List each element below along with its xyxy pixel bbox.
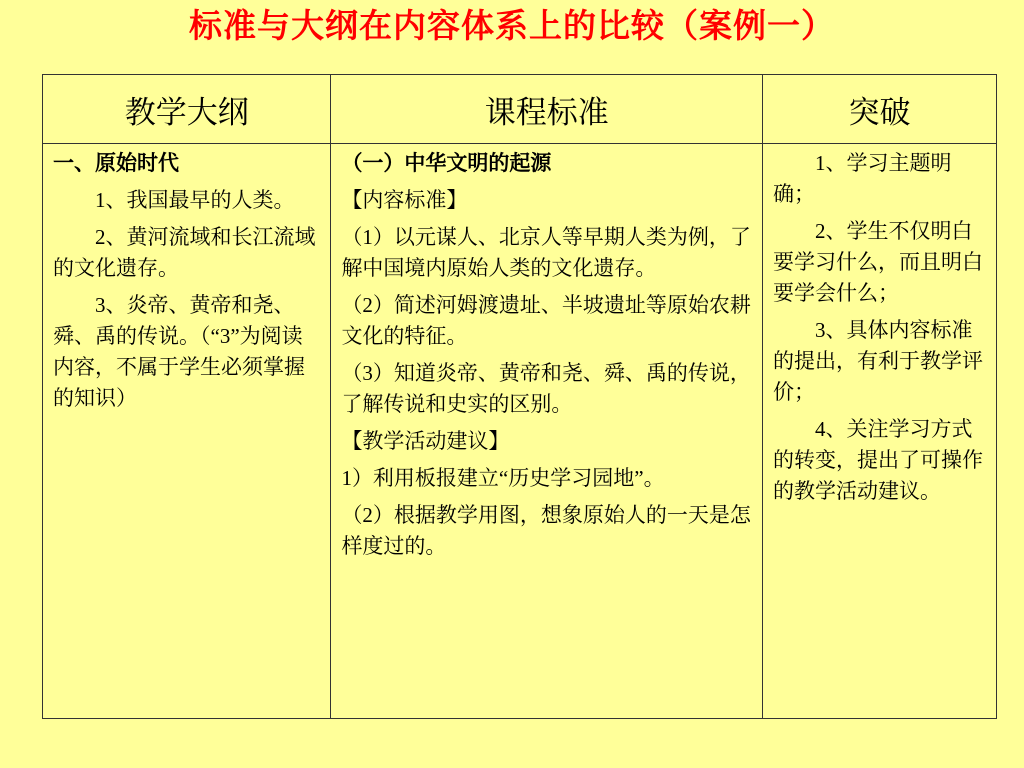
breakthrough-item: 1、学习主题明确；	[773, 151, 952, 206]
content-standard-item: （1）以元谋人、北京人等早期人类为例，了解中国境内原始人类的文化遗存。	[341, 225, 751, 280]
syllabus-cell	[43, 144, 331, 719]
syllabus-item: 3、炎帝、黄帝和尧、舜、禹的传说。（“3”为阅读内容，不属于学生必须掌握的知识）	[53, 293, 305, 410]
syllabus-item: 2、黄河流域和长江流域的文化遗存。	[53, 225, 316, 280]
breakthrough-cell	[763, 144, 997, 719]
breakthrough-item: 4、关注学习方式的转变，提出了可操作的教学活动建议。	[773, 417, 984, 503]
activity-label: 【教学活动建议】	[341, 429, 510, 453]
comparison-table	[42, 74, 997, 719]
header-syllabus: 教学大纲	[43, 75, 331, 144]
slide-title: 标准与大纲在内容体系上的比较（案例一）	[189, 6, 835, 45]
header-breakthrough: 突破	[763, 75, 997, 144]
content-row	[43, 144, 997, 719]
activity-item: （2）根据教学用图，想象原始人的一天是怎样度过的。	[341, 503, 751, 558]
breakthrough-item: 3、具体内容标准的提出，有利于教学评价；	[773, 318, 984, 404]
content-standard-label: 【内容标准】	[341, 188, 468, 212]
content-standard-item: （2）简述河姆渡遗址、半坡遗址等原始农耕文化的特征。	[341, 293, 751, 348]
content-standard-item: （3）知道炎帝、黄帝和尧、舜、禹的传说，了解传说和史实的区别。	[341, 361, 751, 416]
syllabus-heading: 一、原始时代	[53, 151, 179, 175]
syllabus-item: 1、我国最早的人类。	[95, 188, 295, 212]
standard-heading: （一）中华文明的起源	[341, 151, 552, 175]
activity-item: 1）利用板报建立“历史学习园地”。	[341, 466, 665, 490]
header-row	[43, 75, 997, 144]
header-standard: 课程标准	[331, 75, 763, 144]
breakthrough-item: 2、学生不仅明白要学习什么，而且明白要学会什么；	[773, 219, 984, 305]
standard-cell	[331, 144, 763, 719]
